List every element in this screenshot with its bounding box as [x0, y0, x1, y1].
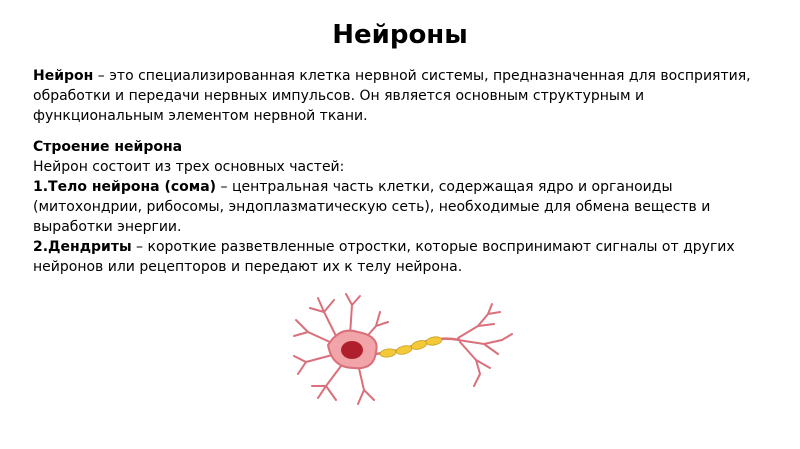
structure-item-text: – короткие разветвленные отростки, которые воспринимают сигналы от других нейронов или рецепторов и передают их к телу нейрона.	[33, 239, 735, 275]
structure-item-term: 2.Дендриты	[33, 239, 132, 255]
slide-title: Нейроны	[332, 20, 468, 50]
structure-section	[33, 137, 773, 277]
intro-term: Нейрон	[33, 68, 94, 84]
structure-lead: Нейрон состоит из трех основных частей:	[33, 159, 345, 175]
structure-item-text: – центральная часть клетки, содержащая ядро и органоиды (митохондрии, рибосомы, эндоплазматическую сеть), необходимые для обмена веществ и выработки энергии.	[33, 179, 711, 235]
structure-item-soma	[33, 177, 773, 237]
structure-item-term: 1.Тело нейрона (сома)	[33, 179, 217, 195]
intro-text: – это специализированная клетка нервной системы, предназначенная для восприятия, обработки и передачи нервных импульсов. Он является основным структурным и функциональным элементом нервной ткани.	[33, 68, 751, 124]
structure-item-dendrites	[33, 237, 773, 277]
neuron-illustration	[288, 290, 518, 410]
intro-paragraph	[33, 66, 773, 126]
structure-heading: Строение нейрона	[33, 139, 183, 155]
